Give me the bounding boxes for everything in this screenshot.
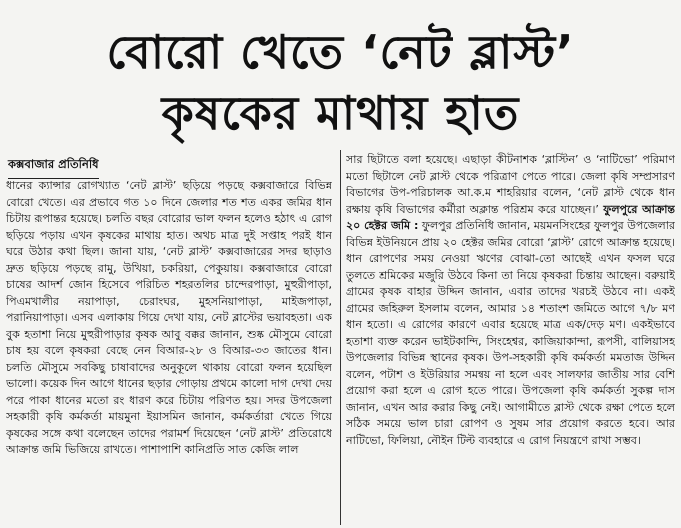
article-column-right (346, 152, 675, 526)
article-text-right-2: ফুলপুর প্রতিনিধি জানান, ময়মনসিংহের ফুলপুর উপজেলার বিভিন্ন ইউনিয়নে প্রায় ২০ হেক্টর জমির বোরো ‘ব্লাস্ট’ রোগে আক্রান্ত হয়েছে। ধান রোপণের সময় নেওয়া ঋণের বোঝা-তো আছেই এখন ফসল ঘরে তুলতে শ্রমিকের মজুরি উঠবে কিনা তা নিয়ে কৃষকরা চিন্তায় আছেন। বরুয়াই গ্রামের কৃষক বাহার উদ্দিন জানান, এবার তাদের খরচই উঠবে না। একই গ্রামের জহিরুল ইসলাম বলেন, আমার ১৪ শতাংশ জমিতে আগে ৭/৮ মণ ধান হতো। এ রোগের কারণে এবার হয়েছে মাত্র এক/দেড় মণ। একইভাবে হতাশা ব্যক্ত করেন ভাইটকান্দি, সিংহেশ্বর, কাজিয়াকান্দা, রূপসী, বালিয়াসহ উপজেলার বিভিন্ন স্থানের কৃষক। উপ-সহকারী কৃষি কর্মকর্তা মমতাজ উদ্দিন বলেন, পটাশ ও ইউরিয়ার সমন্বয় না হলে এবং সালফার জাতীয় সার বেশি প্রয়োগ করা হলে এ রোগ হতে পারে। উপজেলা কৃষি কর্মকর্তা সুকল্প দাস জানান, এখন আর করার কিছু নেই। আগামীতে ব্লাস্ট থেকে রক্ষা পেতে হলে সঠিক সময়ে ভাল চারা রোপণ ও সুষম সার প্রয়োগ করতে হবে। আর নাটিভো, ফিলিয়া, নৌইন টিল্ট ব্যবহারে এ রোগ নিয়ন্ত্রণে রাখা সম্ভব। (346, 219, 675, 447)
article-body-left: ধানের ক্যান্সার রোগখ্যাত ‘নেট ব্লাস্ট’ ছড়িয়ে পড়ছে কক্সবাজারে বিভিন্ন বোরো খেতে। এর প্রভাবে গত ১০ দিনে জেলার শত শত একর জমির ধান চিটায় রূপান্তর হয়েছে। চলতি বছর বোরোর ভাল ফলন হলেও হঠাৎ এ রোগ ছড়িয়ে পড়ায় এখন কৃষকের মাথায় হাত। অথচ মাত্র দুই সপ্তাহ পরই ধান ঘরে উঠার কথা ছিল। জানা যায়, ‘নেট ব্লাস্ট’ কক্সবাজারের সদর ছাড়াও দ্রুত ছড়িয়ে পড়ছে রামু, উখিয়া, চকরিয়া, পেকুয়ায়। কক্সবাজারে বোরো চাষের আদর্শ জোন হিসেবে পরিচিত শহরতলির চান্দেরপাড়া, মুহুরীপাড়া, পিএমখালীর নয়াপাড়া, চেরাংঘর, মুহসনিয়াপাড়া, মাইজপাড়া, পরানিয়াপাড়া। এসব এলাকায় গিয়ে দেখা যায়, নেট ব্লাস্টের ভয়াবহতা। এক বুক হতাশা নিয়ে মুহুরীপাড়ার কৃষক আবু বক্কর জানান, শুষ্ক মৌসুমে বোরো চাষ হয় বলে কৃষকরা বেছে নেন বিআর-২৮ ও বিআর-৩৩ জাতের ধান। চলতি মৌসুমে সবকিছু চাষাবাদের অনুকূলে থাকায় বোরো ফলন হয়েছিল ভালো। কয়েক দিন আগে ধানের ছড়ার গোড়ায় প্রথমে কালো দাগ দেখা দেয় পরে পাকা ধানের মতো রং ধারণ করে চিটায় পরিণত হয়। সদর উপজেলা সহকারী কৃষি কর্মকর্তা মায়মুনা ইয়াসমিন জানান, কর্মকর্তারা খেতে গিয়ে কৃষকের সঙ্গে কথা বলেছেন তাদের পরামর্শ দিয়েছেন ‘নেট ব্লাস্ট’ প্রতিরোধে আক্রান্ত জমি ভিজিয়ে রাখতে। পাশাপাশি কানিপ্রতি সাত কেজি লাল (6, 179, 332, 456)
byline: কক্সবাজার প্রতিনিধি (8, 156, 99, 179)
headline (0, 22, 681, 144)
article-body-right (346, 152, 675, 449)
column-divider (340, 150, 341, 525)
headline-line-1: বোরো খেতে ‘নেট ব্লাস্ট’ (106, 25, 575, 79)
headline-line-2: কৃষকের মাথায় হাত (161, 86, 520, 140)
subhead-fulpur: ফুলপুরে আক্রান্ত ২০ হেক্টর জমি : (346, 202, 675, 232)
article-column-left (6, 178, 332, 526)
article-text-right-1: সার ছিটাতে বলা হয়েছে। এছাড়া কীটনাশক ‘ব্লাস্টিন’ ও ‘নাটিভো’ পরিমাণ মতো ছিটালে নেট ব্লাস্ট থেকে পরিত্রাণ পেতে পারে। জেলা কৃষি সম্প্রসারণ বিভাগের উপ-পরিচালক আ.ক.ম শাহরিয়ার বলেন, ‘নেট ব্লাস্ট থেকে ধান রক্ষায় কৃষি বিভাগের কর্মীরা অক্লান্ত পরিশ্রম করে যাচ্ছেন।’ (346, 153, 675, 216)
